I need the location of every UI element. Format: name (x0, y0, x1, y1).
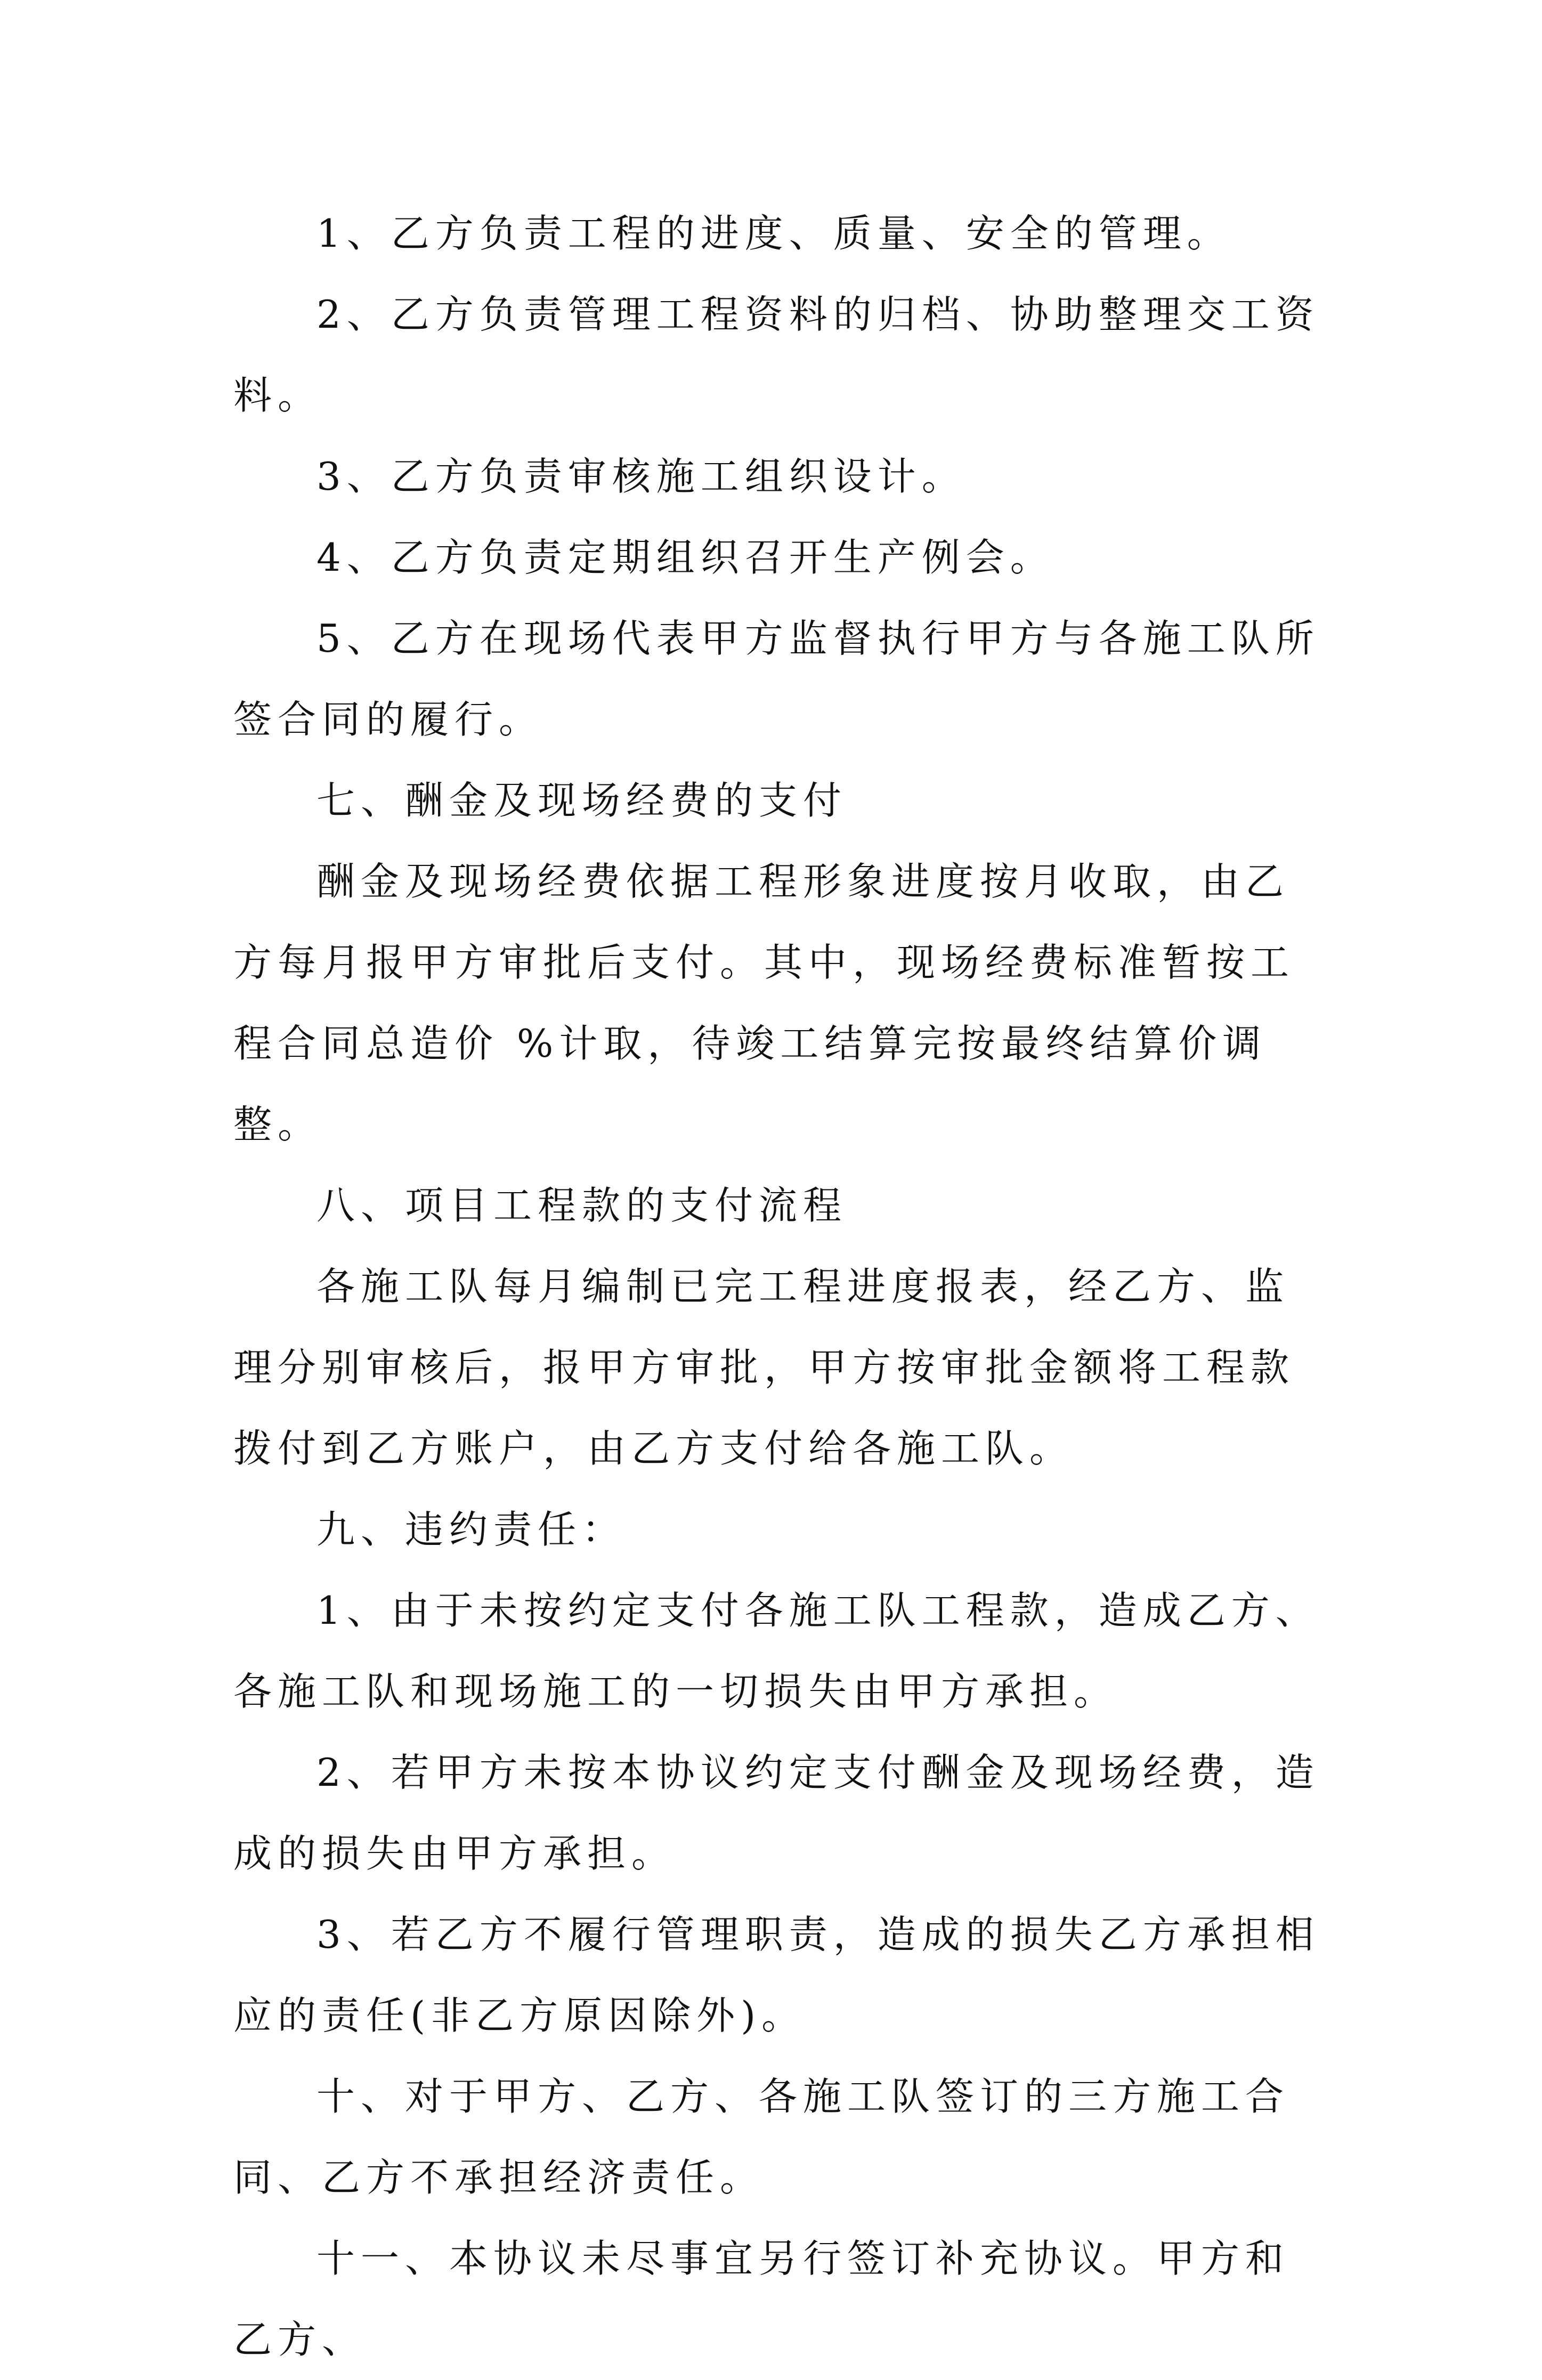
liability-item-3: 3、若乙方不履行管理职责，造成的损失乙方承担相应的责任(非乙方原因除外)。 (233, 1912, 1320, 2038)
clause-item-1: 1、乙方负责工程的进度、质量、安全的管理。 (316, 211, 1231, 256)
document-body (233, 193, 1331, 2380)
section-11: 十一、本协议未尽事宜另行签订补充协议。甲方和乙方、 (233, 2236, 1290, 2362)
clause-item-4: 4、乙方负责定期组织召开生产例会。 (316, 535, 1054, 580)
section-body-8: 各施工队每月编制已完工程进度报表，经乙方、监理分别审核后，报甲方审批，甲方按审批金额将工程款拨付到乙方账户，由乙方支付给各施工队。 (233, 1264, 1295, 1471)
section-heading-9: 九、违约责任： (316, 1507, 627, 1552)
clause-item-5: 5、乙方在现场代表甲方监督执行甲方与各施工队所签合同的履行。 (233, 616, 1320, 742)
section-body-7: 酬金及现场经费依据工程形象进度按月收取，由乙方每月报甲方审批后支付。其中，现场经费标准暂按工程合同总造价 %计取，待竣工结算完按最终结算价调整。 (233, 859, 1295, 1147)
section-heading-7: 七、酬金及现场经费的支付 (316, 778, 848, 823)
section-10: 十、对于甲方、乙方、各施工队签订的三方施工合同、乙方不承担经济责任。 (233, 2074, 1290, 2200)
liability-item-2: 2、若甲方未按本协议约定支付酬金及现场经费，造成的损失由甲方承担。 (233, 1750, 1320, 1876)
clause-item-3: 3、乙方负责审核施工组织设计。 (316, 454, 966, 499)
liability-item-1: 1、由于未按约定支付各施工队工程款，造成乙方、各施工队和现场施工的一切损失由甲方承担。 (233, 1588, 1320, 1714)
section-heading-8: 八、项目工程款的支付流程 (316, 1183, 848, 1228)
clause-item-2: 2、乙方负责管理工程资料的归档、协助整理交工资料。 (233, 292, 1320, 418)
